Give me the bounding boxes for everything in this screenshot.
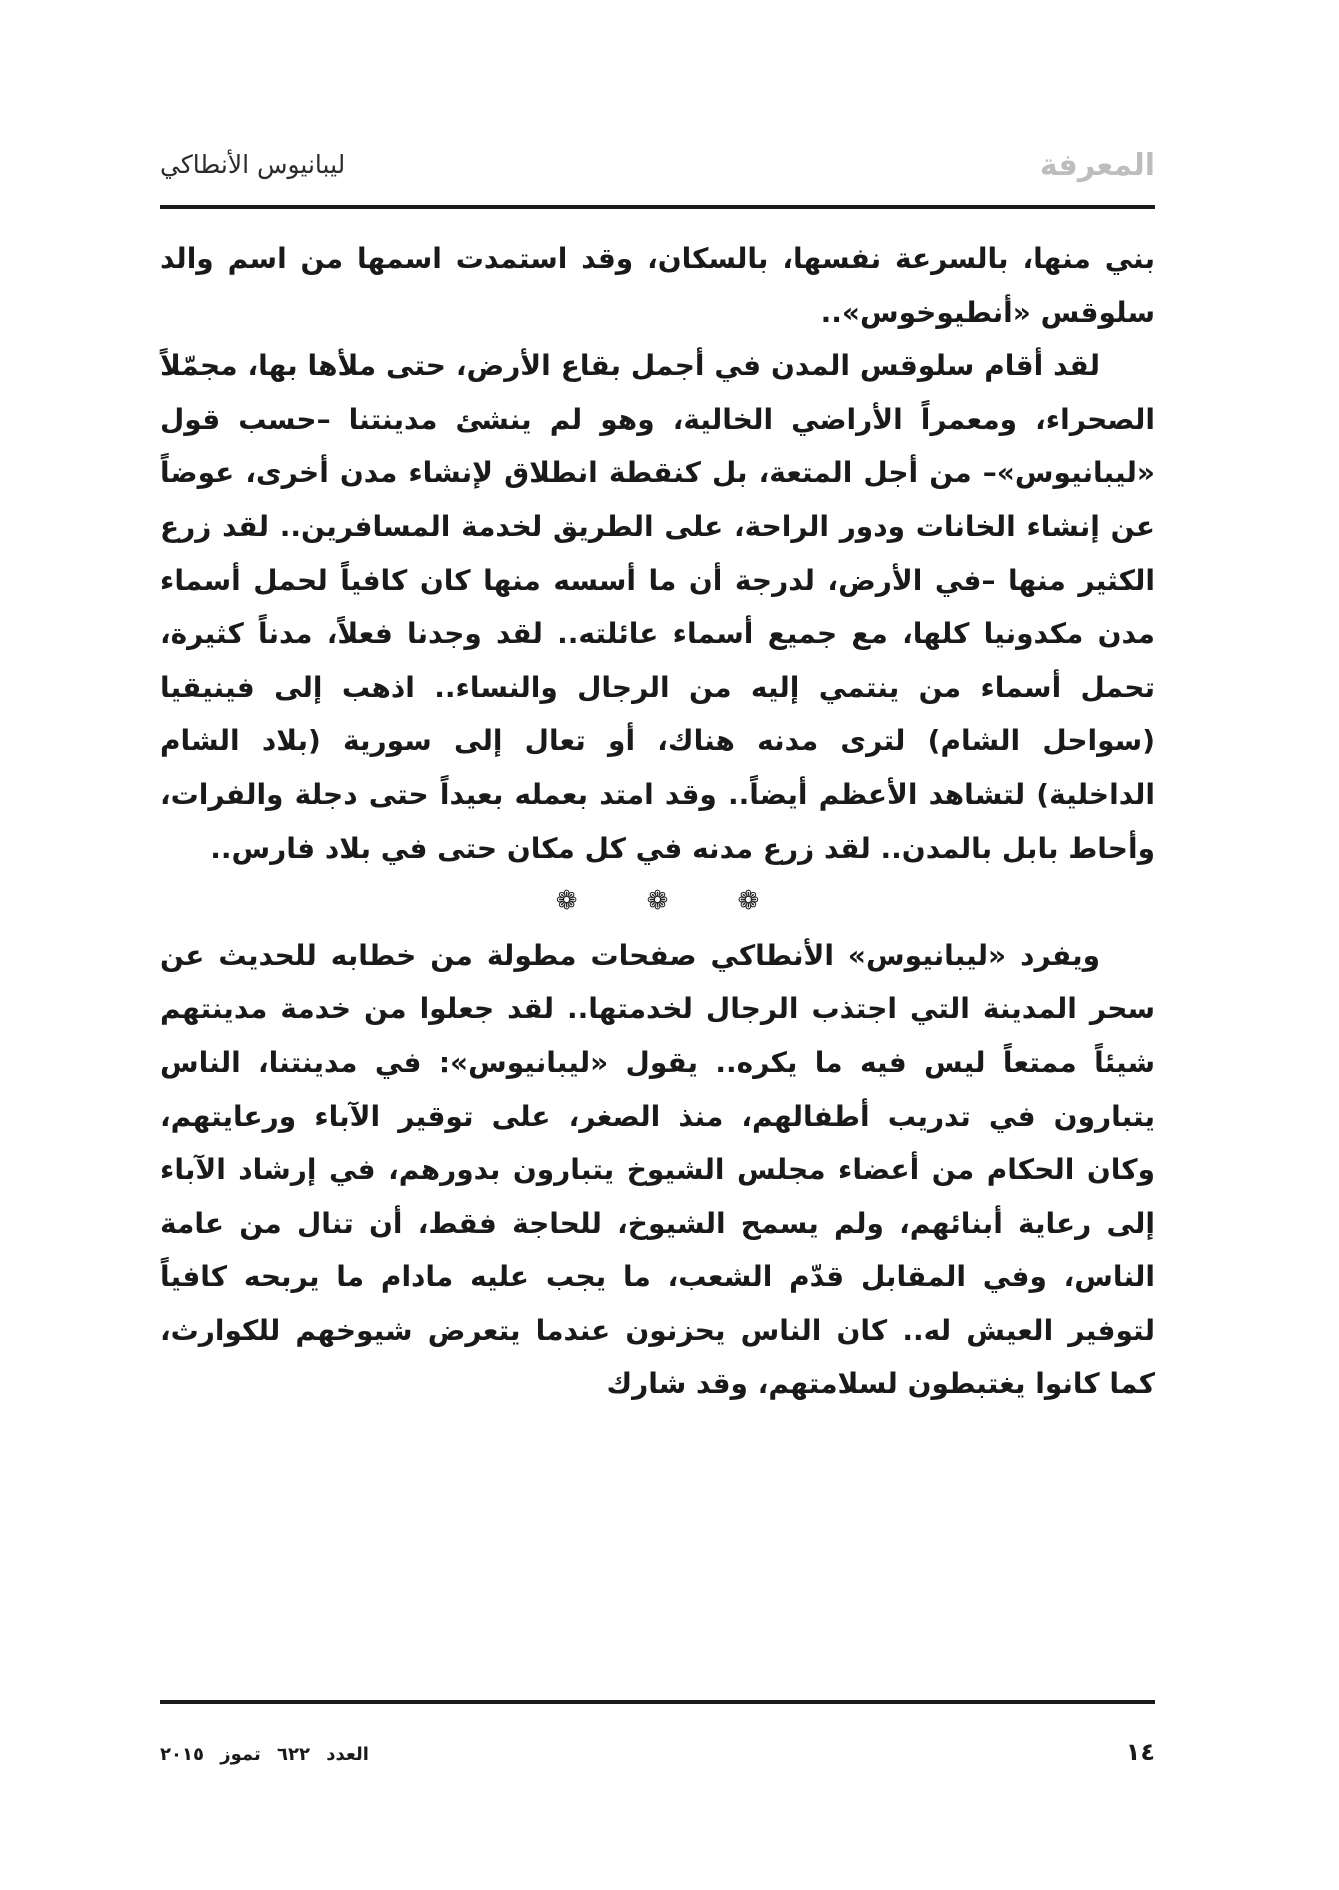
flower-ornament-icon: ❁ <box>646 886 669 917</box>
flower-ornament-icon: ❁ <box>737 886 760 917</box>
page-number: ١٤ <box>1125 1738 1155 1766</box>
issue-info <box>160 1744 369 1765</box>
issue-year: ٢٠١٥ <box>160 1744 204 1765</box>
paragraph-2: لقد أقام سلوقس المدن في أجمل بقاع الأرض، حتى ملأها بها، مجمّلاً الصحراء، ومعمراً الأراضي الخالية، وهو لم ينشئ مدينتنا –حسب قول «ليبانيوس»– من أجل المتعة، بل كنقطة انطلاق لإنشاء مدن أخرى، عوضاً عن إنشاء الخانات ودور الراحة، على الطريق لخدمة المسافرين.. لقد زرع الكثير منها –في الأرض، لدرجة أن ما أسسه منها كان كافياً لحمل أسماء مدن مكدونيا كلها، مع جميع أسماء عائلته.. لقد وجدنا فعلاً، مدناً كثيرة، تحمل أسماء من ينتمي إليه من الرجال والنساء.. اذهب إلى فينيقيا (سواحل الشام) لترى مدنه هناك، أو تعال إلى سورية (بلاد الشام الداخلية) لتشاهد الأعظم أيضاً.. وقد امتد بعمله بعيداً حتى دجلة والفرات، وأحاط بابل بالمدن.. لقد زرع مدنه في كل مكان حتى في بلاد فارس.. <box>160 349 1155 865</box>
paragraph-1: بني منها، بالسرعة نفسها، بالسكان، وقد استمدت اسمها من اسم والد سلوقس «أنطيوخوس».. <box>160 242 1155 329</box>
flower-ornament-icon: ❁ <box>555 886 578 917</box>
paragraph-3: ويفرد «ليبانيوس» الأنطاكي صفحات مطولة من خطابه للحديث عن سحر المدينة التي اجتذب الرجال لخدمتها.. لقد جعلوا من خدمة مدينتهم شيئاً ممتعاً ليس فيه ما يكره.. يقول «ليبانيوس»: في مدينتنا، الناس يتبارون في تدريب أطفالهم، منذ الصغر، على توقير الآباء ورعايتهم، وكان الحكام من أعضاء مجلس الشيوخ يتبارون بدورهم، في إرشاد الآباء إلى رعاية أبنائهم، ولم يسمح الشيوخ، للحاجة فقط، أن تنال من عامة الناس، وفي المقابل قدّم الشعب، ما يجب عليه مادام ما يربحه كافياً لتوفير العيش له.. كان الناس يحزنون عندما يتعرض شيوخهم للكوارث، كما كانوا يغتبطون لسلامتهم، وقد شارك <box>160 938 1155 1401</box>
header-divider <box>160 205 1155 209</box>
issue-label: العدد <box>326 1744 369 1765</box>
running-title: ليبانيوس الأنطاكي <box>160 150 346 179</box>
page-header <box>160 150 1155 190</box>
issue-number: ٦٢٢ <box>277 1744 310 1765</box>
article-body <box>160 232 1155 1411</box>
issue-month: تموز <box>220 1744 261 1765</box>
magazine-logo: المعرفة <box>1039 148 1155 183</box>
section-separator <box>160 875 1155 929</box>
footer-divider <box>160 1700 1155 1704</box>
